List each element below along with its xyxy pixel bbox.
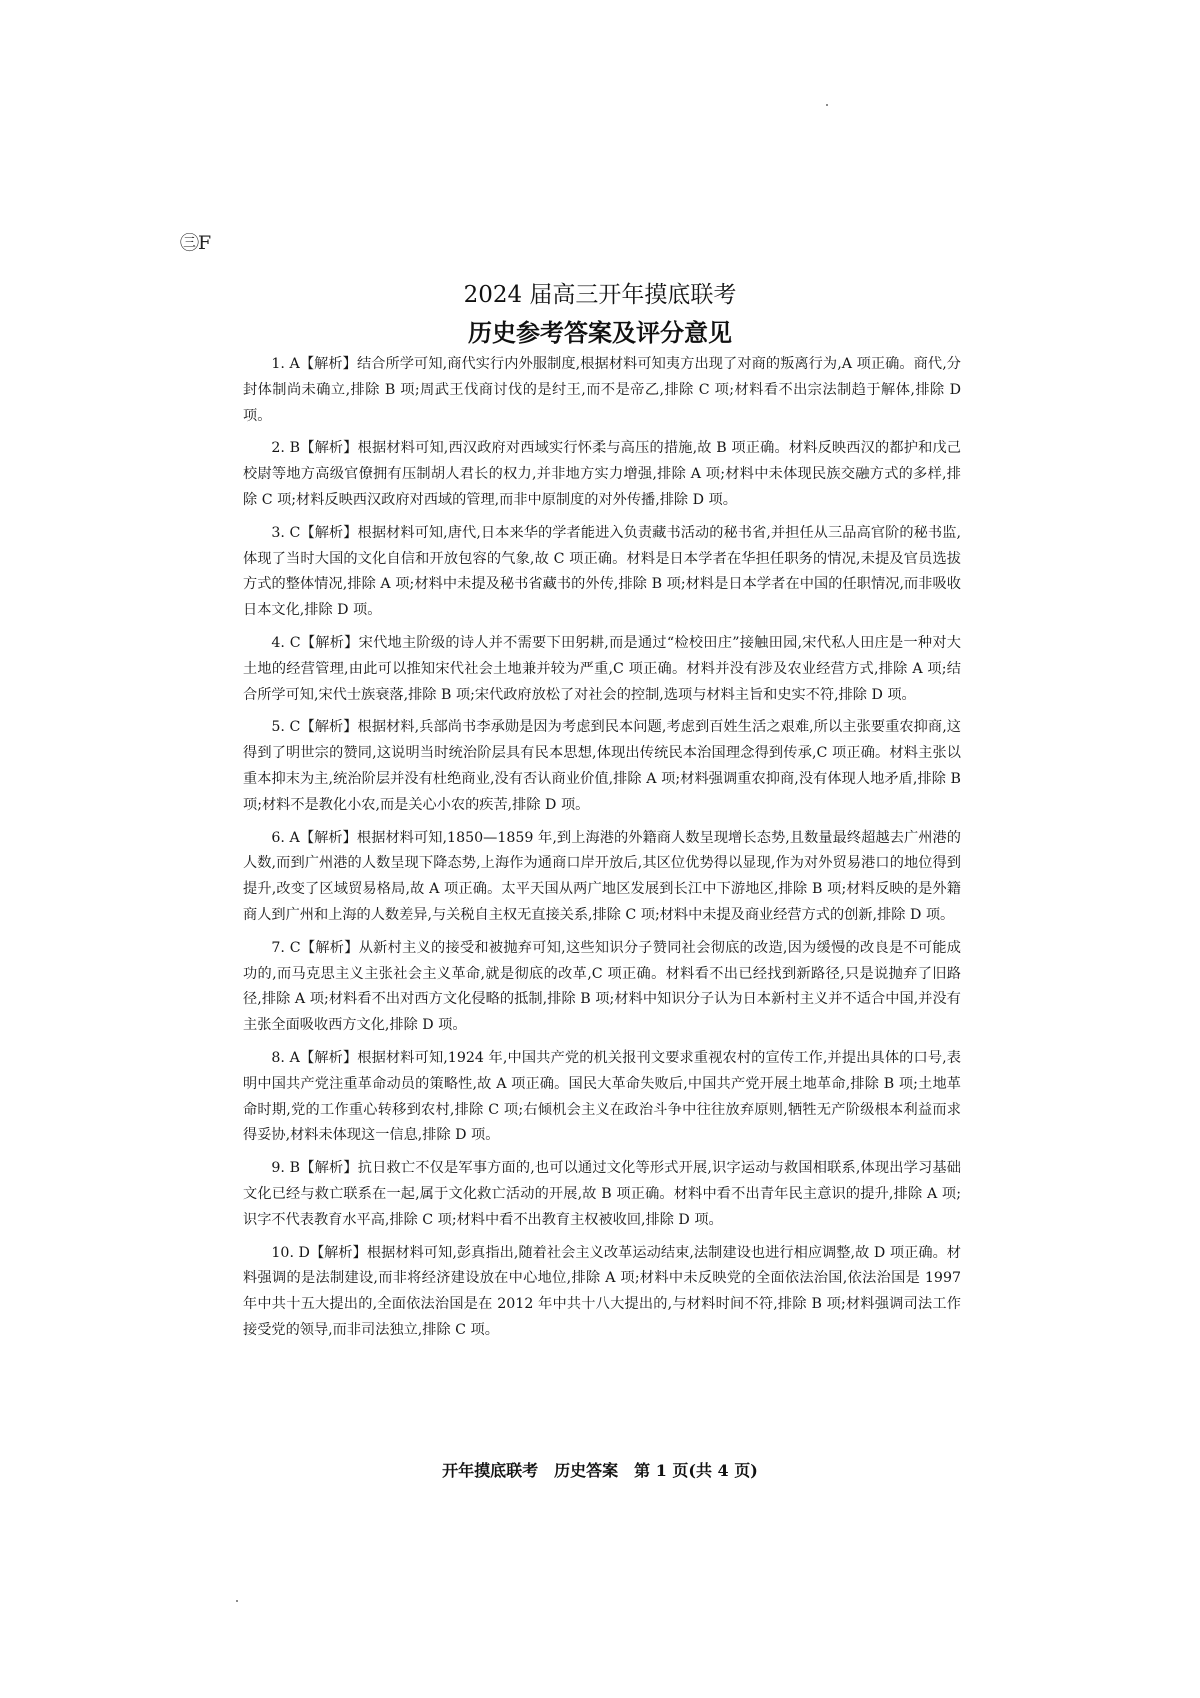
page-footer: 开年摸底联考 历史答案 第 1 页(共 4 页) xyxy=(442,1461,758,1480)
answer-item-5: 5. C【解析】根据材料,兵部尚书李承勋是因为考虑到民本问题,考虑到百姓生活之艰难,所以主张要重农抑商,这得到了明世宗的赞同,这说明当时统治阶层具有民本思想,体现出传统民本治国理念得到传承,C 项正确。材料主张以重本抑末为主,统治阶层并没有杜绝商业,没有否认商业价值,排除 A 项;材料强调重农抑商,没有体现人地矛盾,排除 B 项;材料不是教化小农,而是关心小农的疾苦,排除 D 项。 xyxy=(243,719,961,813)
answer-list xyxy=(243,352,961,1351)
answer-item-7: 7. C【解析】从新村主义的接受和被抛弃可知,这些知识分子赞同社会彻底的改造,因为缓慢的改良是不可能成功的,而马克思主义主张社会主义革命,就是彻底的改革,C 项正确。材料看不出已经找到新路径,只是说抛弃了旧路径,排除 A 项;材料看不出对西方文化侵略的抵制,排除 B 项;材料中知识分子认为日本新村主义并不适合中国,并没有主张全面吸收西方文化,排除 D 项。 xyxy=(243,939,961,1034)
answer-item-6: 6. A【解析】根据材料可知,1850—1859 年,到上海港的外籍商人数呈现增长态势,且数量最终超越去广州港的人数,而到广州港的人数呈现下降态势,上海作为通商口岸开放后,其区位优势得以显现,作为对外贸易港口的地位得到提升,改变了区域贸易格局,故 A 项正确。太平天国从两广地区发展到长江中下游地区,排除 B 项;材料反映的是外籍商人到广州和上海的人数差异,与关税自主权无直接关系,排除 C 项;材料中未提及商业经营方式的创新,排除 D 项。 xyxy=(243,829,961,923)
document-title: 2024 届高三开年摸底联考 xyxy=(463,282,737,308)
scan-speck xyxy=(826,104,828,106)
scan-speck xyxy=(236,1600,238,1602)
answer-item-8: 8. A【解析】根据材料可知,1924 年,中国共产党的机关报刊文要求重视农村的宣传工作,并提出具体的口号,表明中国共产党注重革命动员的策略性,故 A 项正确。国民大革命失败后,中国共产党开展土地革命,排除 B 项;土地革命时期,党的工作重心转移到农村,排除 C 项;右倾机会主义在政治斗争中往往放弃原则,牺牲无产阶级根本利益而求得妥协,材料未体现这一信息,排除 D 项。 xyxy=(243,1049,961,1144)
answer-item-9: 9. B【解析】抗日救亡不仅是军事方面的,也可以通过文化等形式开展,识字运动与救国相联系,体现出学习基础文化已经与救亡联系在一起,属于文化救亡活动的开展,故 B 项正确。材料中看不出青年民主意识的提升,排除 A 项;识字不代表教育水平高,排除 C 项;材料中看不出教育主权被收回,排除 D 项。 xyxy=(243,1160,961,1228)
answer-item-10: 10. D【解析】根据材料可知,彭真指出,随着社会主义改革运动结束,法制建设也进行相应调整,故 D 项正确。材料强调的是法制建设,而非将经济建设放在中心地位,排除 A 项;材料中未反映党的全面依法治国,依法治国是 1997 年中共十五大提出的,全面依法治国是在 2012 年中共十八大提出的,与材料时间不符,排除 B 项;材料强调司法工作接受党的领导,而非司法独立,排除 C 项。 xyxy=(243,1244,961,1338)
answer-item-4: 4. C【解析】宋代地主阶级的诗人并不需要下田躬耕,而是通过“检校田庄”接触田园,宋代私人田庄是一种对大土地的经营管理,由此可以推知宋代社会土地兼并较为严重,C 项正确。材料并没有涉及农业经营方式,排除 A 项;结合所学可知,宋代士族衰落,排除 B 项;宋代政府放松了对社会的控制,选项与材料主旨和史实不符,排除 D 项。 xyxy=(243,634,961,703)
answer-item-1: 1. A【解析】结合所学可知,商代实行内外服制度,根据材料可知夷方出现了对商的叛离行为,A 项正确。商代,分封体制尚未确立,排除 B 项;周武王伐商讨伐的是纣王,而不是帝乙,排除 C 项;材料看不出宗法制趋于解体,排除 D 项。 xyxy=(243,356,961,424)
answer-item-2: 2. B【解析】根据材料可知,西汉政府对西域实行怀柔与高压的措施,故 B 项正确。材料反映西汉的都护和戊己校尉等地方高级官僚拥有压制胡人君长的权力,并非地方实力增强,排除 A 项;材料中未体现民族交融方式的多样,排除 C 项;材料反映西汉政府对西域的管理,而非中原制度的对外传播,排除 D 项。 xyxy=(243,440,961,508)
answer-item-3: 3. C【解析】根据材料可知,唐代,日本来华的学者能进入负责藏书活动的秘书省,并担任从三品高官阶的秘书监,体现了当时大国的文化自信和开放包容的气象,故 C 项正确。材料是日本学者在华担任职务的情况,未提及官员选拔方式的整体情况,排除 A 项;材料中未提及秘书省藏书的外传,排除 B 项;材料是日本学者在中国的任职情况,而非吸收日本文化,排除 D 项。 xyxy=(243,524,961,619)
page-mark: ㊂F xyxy=(180,232,211,254)
document-subtitle: 历史参考答案及评分意见 xyxy=(468,318,732,347)
